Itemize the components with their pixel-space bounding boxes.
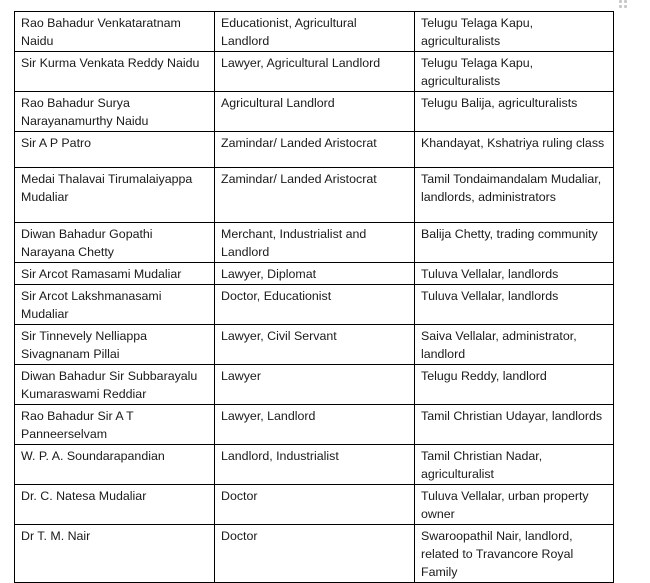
name-cell[interactable]: Sir Kurma Venkata Reddy Naidu (15, 52, 215, 92)
community-cell[interactable]: Tamil Christian Nadar, agriculturalist (415, 445, 614, 485)
community-cell[interactable]: Telugu Telaga Kapu, agriculturalists (415, 52, 614, 92)
table-row (15, 132, 614, 168)
occupation-cell[interactable]: Landlord, Industrialist (215, 445, 415, 485)
name-cell[interactable]: Medai Thalavai Tirumalaiyappa Mudaliar (15, 168, 215, 223)
table-row (15, 445, 614, 485)
table-row (15, 223, 614, 263)
occupation-cell[interactable]: Doctor (215, 525, 415, 583)
name-cell[interactable]: Rao Bahadur Surya Narayanamurthy Naidu (15, 92, 215, 132)
community-cell[interactable]: Telugu Balija, agriculturalists (415, 92, 614, 132)
community-cell[interactable]: Tamil Tondaimandalam Mudaliar, landlords, administrators (415, 168, 614, 223)
table-row (15, 12, 614, 52)
table-row (15, 365, 614, 405)
occupation-cell[interactable]: Agricultural Landlord (215, 92, 415, 132)
name-cell[interactable]: Dr. C. Natesa Mudaliar (15, 485, 215, 525)
name-cell[interactable]: Dr T. M. Nair (15, 525, 215, 583)
occupation-cell[interactable]: Merchant, Industrialist and Landlord (215, 223, 415, 263)
occupation-cell[interactable]: Lawyer, Civil Servant (215, 325, 415, 365)
name-cell[interactable]: Sir Arcot Lakshmanasami Mudaliar (15, 285, 215, 325)
name-cell[interactable]: Diwan Bahadur Sir Subbarayalu Kumaraswami Reddiar (15, 365, 215, 405)
name-cell[interactable]: Sir Tinnevely Nelliappa Sivagnanam Pillai (15, 325, 215, 365)
community-cell[interactable]: Tuluva Vellalar, landlords (415, 285, 614, 325)
table-row (15, 525, 614, 583)
occupation-cell[interactable]: Lawyer (215, 365, 415, 405)
table-row (15, 92, 614, 132)
table-row (15, 52, 614, 92)
community-cell[interactable]: Swaroopathil Nair, landlord, related to Travancore Royal Family (415, 525, 614, 583)
community-cell[interactable]: Tuluva Vellalar, landlords (415, 263, 614, 285)
occupation-cell[interactable]: Doctor (215, 485, 415, 525)
table-row (15, 285, 614, 325)
community-cell[interactable]: Balija Chetty, trading community (415, 223, 614, 263)
table-move-handle[interactable] (619, 0, 631, 9)
occupation-cell[interactable]: Lawyer, Landlord (215, 405, 415, 445)
members-table (14, 11, 614, 583)
community-cell[interactable]: Telugu Telaga Kapu, agriculturalists (415, 12, 614, 52)
name-cell[interactable]: Sir A P Patro (15, 132, 215, 168)
table-row (15, 485, 614, 525)
occupation-cell[interactable]: Zamindar/ Landed Aristocrat (215, 132, 415, 168)
name-cell[interactable]: Sir Arcot Ramasami Mudaliar (15, 263, 215, 285)
occupation-cell[interactable]: Lawyer, Agricultural Landlord (215, 52, 415, 92)
community-cell[interactable]: Tuluva Vellalar, urban property owner (415, 485, 614, 525)
table-row (15, 325, 614, 365)
community-cell[interactable]: Khandayat, Kshatriya ruling class (415, 132, 614, 168)
name-cell[interactable]: W. P. A. Soundarapandian (15, 445, 215, 485)
occupation-cell[interactable]: Zamindar/ Landed Aristocrat (215, 168, 415, 223)
table-row (15, 168, 614, 223)
table-row (15, 263, 614, 285)
name-cell[interactable]: Diwan Bahadur Gopathi Narayana Chetty (15, 223, 215, 263)
community-cell[interactable]: Saiva Vellalar, administrator, landlord (415, 325, 614, 365)
table-row (15, 405, 614, 445)
name-cell[interactable]: Rao Bahadur Venkataratnam Naidu (15, 12, 215, 52)
community-cell[interactable]: Tamil Christian Udayar, landlords (415, 405, 614, 445)
occupation-cell[interactable]: Lawyer, Diplomat (215, 263, 415, 285)
community-cell[interactable]: Telugu Reddy, landlord (415, 365, 614, 405)
name-cell[interactable]: Rao Bahadur Sir A T Panneerselvam (15, 405, 215, 445)
table-body (15, 12, 614, 583)
occupation-cell[interactable]: Doctor, Educationist (215, 285, 415, 325)
occupation-cell[interactable]: Educationist, Agricultural Landlord (215, 12, 415, 52)
